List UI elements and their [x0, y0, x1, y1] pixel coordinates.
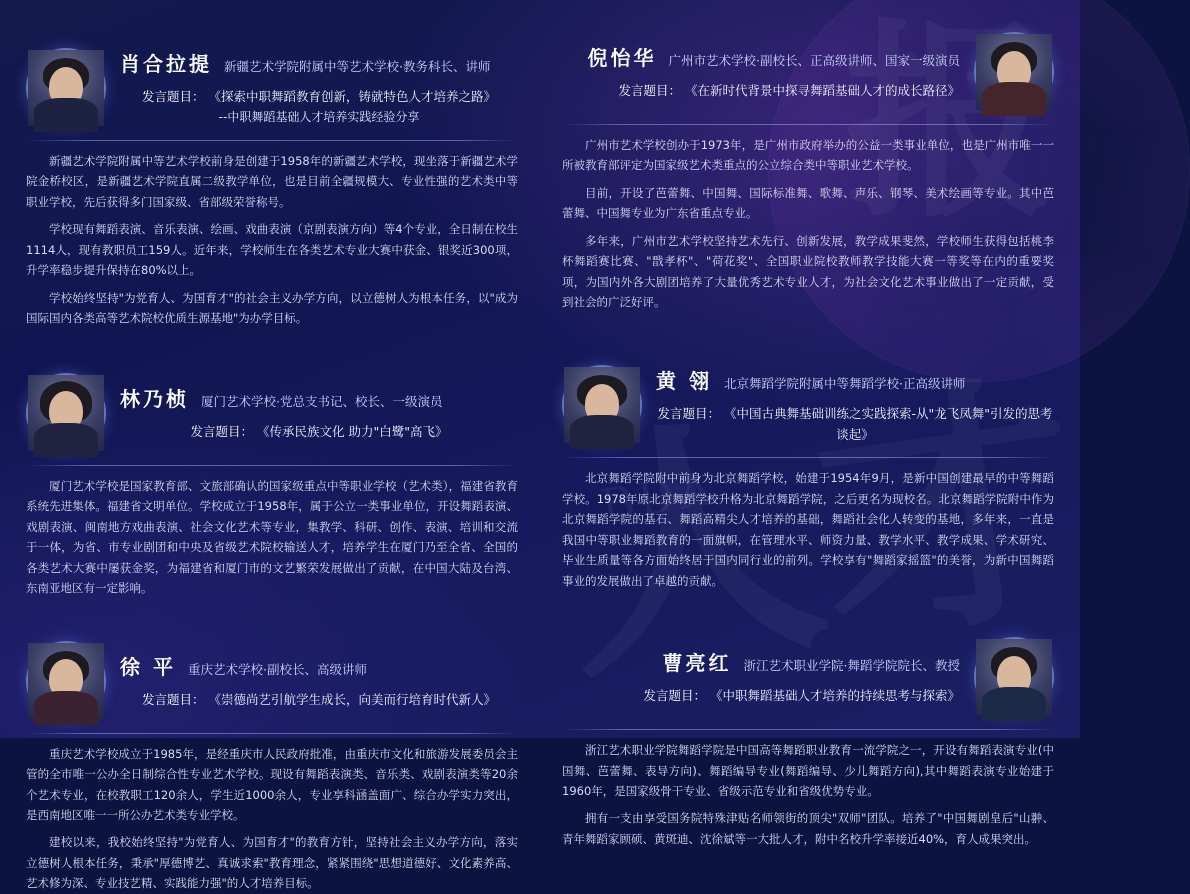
topic-label: 发言题目： [141, 691, 205, 707]
speaker-topic [656, 403, 1054, 446]
speaker-title: 北京舞蹈学院附属中等舞蹈学校·正高级讲师 [723, 375, 966, 391]
speaker-identity [120, 651, 518, 710]
speaker-name-line [562, 42, 960, 71]
topic-label: 发言题目： [141, 89, 205, 105]
speaker-name: 林乃桢 [120, 387, 189, 412]
speaker-bio [26, 744, 518, 894]
speaker-card-cao-lianghong [562, 637, 1054, 849]
speaker-topic [562, 685, 960, 706]
speaker-bio [26, 151, 518, 329]
divider [26, 465, 518, 466]
speaker-name: 曹亮红 [662, 651, 732, 676]
speaker-bio [26, 476, 518, 599]
bio-paragraph: 建校以来，我校始终坚持"为党育人、为国育才"的教育方针，坚持社会主义办学方向，落实立德树人根本任务，秉承"厚德博艺、真诚求索"教育理念，紧紧围绕"思想道德好、文化素养高、艺术修为深、专业技艺精、实践能力强"的人才培养目标。 [26, 835, 518, 891]
speaker-topic [120, 689, 518, 710]
speaker-topic [562, 80, 960, 101]
speaker-bio [562, 740, 1054, 849]
speaker-title: 重庆艺术学校·副校长、高级讲师 [187, 661, 367, 677]
bio-paragraph: 厦门艺术学校是国家教育部、文旅部确认的国家级重点中等职业学校（艺术类），福建省教育系统先进集体。福建省文明单位。学校成立于1958年，属于公立一类事业单位，开设舞蹈表演、戏剧表演、闽南地方戏曲表演、社会文化艺术等专业，集教学、科研、创作、表演、培训和交流于一体，为省、市专业剧团和中央及省级艺术院校输送人才，培养学生在厦门乃至全省、全国的各类艺术大赛中屡获金奖，为福建省和厦门市的文艺繁荣发展做出了贡献，在中国大陆及台湾、东南亚地区有一定影响。 [26, 478, 518, 596]
topic-label: 发言题目： [618, 83, 681, 99]
avatar [974, 637, 1054, 717]
topic-label: 发言题目： [190, 424, 254, 440]
bio-paragraph: 新疆艺术学院附属中等艺术学校前身是创建于1958年的新疆艺术学校，现坐落于新疆艺术学院金桥校区，是新疆艺术学院直属二级教学单位，也是目前全疆规模大、专业性强的艺术类中等职业学校，先后获得多门国家级、省部级荣誉称号。 [26, 154, 518, 209]
speaker-card-xu-ping [26, 641, 518, 894]
speaker-header [562, 32, 1054, 112]
avatar [26, 373, 106, 453]
speaker-card-ni-yihua [562, 32, 1054, 313]
speaker-name-line [120, 48, 518, 77]
bio-paragraph: 学校始终坚持"为党育人、为国育才"的社会主义办学方向，以立德树人为根本任务，以"成为国际国内各类高等艺术院校优质生源基地"为办学目标。 [26, 290, 518, 326]
speaker-topic [120, 86, 518, 128]
speaker-bio [562, 468, 1054, 591]
speaker-name-line [656, 365, 1054, 394]
left-column [26, 30, 540, 891]
speaker-name-line [120, 651, 518, 680]
bio-paragraph: 多年来，广州市艺术学校坚持艺术先行、创新发展，教学成果斐然，学校师生获得包括桃李杯舞蹈赛比赛、"戬孝杯"、"荷花奖"、全国职业院校教师教学技能大赛一等奖等在内的重要奖项，为国内外各大剧团培养了大量优秀艺术专业人才，为社会文化艺术事业做出了一定贡献，受到社会的广泛好评。 [562, 233, 1054, 310]
bio-paragraph: 重庆艺术学校成立于1985年，是经重庆市人民政府批准，由重庆市文化和旅游发展委员会主管的全市唯一公办全日制综合性专业艺术学校。现设有舞蹈表演类、音乐类、戏剧表演类等20余个艺术专业，在校教职工120余人，学生近1000余人，专业享科涵盖面广、综合办学实力突出，是西南地区唯一一所公办艺术类专业学校。 [26, 746, 518, 822]
speaker-header [562, 637, 1054, 717]
avatar [562, 365, 642, 445]
speaker-header [26, 48, 518, 128]
bio-paragraph: 广州市艺术学校创办于1973年，是广州市政府举办的公益一类事业单位，也是广州市唯一一所被教育部评定为国家级艺术类重点的公立综合类中等职业艺术学校。 [562, 138, 1054, 173]
speaker-identity [120, 48, 518, 128]
speaker-header [26, 373, 518, 453]
speaker-title: 广州市艺术学校·副校长、正高级讲师、国家一级演员 [668, 53, 960, 69]
divider [562, 729, 1054, 730]
topic-label: 发言题目： [657, 405, 720, 421]
bio-paragraph: 浙江艺术职业学院舞蹈学院是中国高等舞蹈职业教育一流学院之一，开设有舞蹈表演专业(中国舞、芭蕾舞、表导方向)、舞蹈编导专业(舞蹈编导、少儿舞蹈方向),其中舞蹈表演专业始建于1960年，是国家级骨干专业、省级示范专业和省级优势专业。 [562, 743, 1054, 798]
topic-label: 发言题目： [643, 688, 706, 704]
speaker-header [26, 641, 518, 721]
divider [26, 733, 518, 734]
speaker-name: 倪怡华 [587, 46, 657, 71]
speaker-title: 浙江艺术职业学院·舞蹈学院院长、教授 [743, 658, 960, 674]
divider [26, 140, 518, 141]
speaker-identity [562, 42, 960, 101]
right-column [540, 30, 1054, 846]
topic-text: 《中职舞蹈基础人才培养的持续思考与探索》 [709, 688, 960, 704]
speaker-card-huang-ling [562, 365, 1054, 591]
speaker-name: 肖合拉提 [120, 52, 212, 77]
bio-paragraph: 北京舞蹈学院附中前身为北京舞蹈学校，始建于1954年9月，是新中国创建最早的中等舞蹈学校。1978年原北京舞蹈学校升格为北京舞蹈学院，之后更名为现校名。北京舞蹈学院附中作为北京舞蹈学院的基石、舞蹈高精尖人才培养的基础，舞蹈社会化人转变的基地，多年来，一直是我国中等职业舞蹈教育的一面旗帜，在管理水平、师资力量、教学水平、教学成果、学术研究、毕业生质量等各方面始终居于国内同行业的前列。学校享有"舞蹈家摇篮"的美誉，为新中国舞蹈事业的发展做出了卓越的贡献。 [562, 471, 1054, 588]
speaker-header [562, 365, 1054, 446]
bio-paragraph: 学校现有舞蹈表演、音乐表演、绘画、戏曲表演（京剧表演方向）等4个专业，全日制在校生1114人，现有教职员工159人。近年来，学校师生在各类艺术专业大赛中获金、银奖近300项，升学率稳步提升保持在80%以上。 [26, 222, 518, 278]
speaker-card-lin-naizhen [26, 373, 518, 599]
watermark-bda: BDA [596, 460, 720, 534]
topic-text: 《中国古典舞基础训练之实践探索-从"龙飞凤舞"引发的思考谈起》 [723, 405, 1053, 442]
speaker-bio [562, 135, 1054, 313]
topic-subtitle: --中职舞蹈基础人才培养实践经验分享 [218, 110, 420, 125]
speaker-name-line [120, 383, 518, 412]
speaker-title: 厦门艺术学校·党总支书记、校长、一级演员 [201, 394, 443, 410]
bio-paragraph: 目前，开设了芭蕾舞、中国舞、国际标准舞、歌舞、声乐、钢琴、美术绘画等专业。其中芭蕾舞、中国舞专业为广东省重点专业。 [562, 185, 1054, 221]
speaker-name-line [562, 647, 960, 676]
speaker-topic [120, 421, 518, 442]
speaker-title: 新疆艺术学院附属中等艺术学校·教务科长、讲师 [224, 59, 491, 75]
topic-text: 《在新时代背景中探寻舞蹈基础人才的成长路径》 [684, 83, 960, 99]
avatar [974, 32, 1054, 112]
topic-text: 《崇德尚艺引航学生成长，向美而行培育时代新人》 [208, 691, 496, 707]
speaker-name: 黄 翎 [656, 368, 712, 393]
bio-paragraph: 拥有一支由享受国务院特殊津贴名师领街的顶尖"双师"团队。培养了"中国舞剧皇后"山翀、青年舞蹈家顾硕、黄斑迪、沈徐斌等一大批人才，附中名校升学率接近40%，育人成果突出。 [562, 811, 1054, 846]
speaker-identity [562, 647, 960, 706]
speaker-identity [656, 365, 1054, 446]
speaker-card-xiao-helati [26, 48, 518, 329]
avatar [26, 48, 106, 128]
topic-text: 《探索中职舞蹈教育创新，铸就特色人才培养之路》 [208, 89, 496, 105]
topic-text: 《传承民族文化 助力"白鹭"高飞》 [257, 424, 448, 440]
speaker-name: 徐 平 [120, 654, 176, 679]
divider [562, 457, 1054, 458]
divider [562, 124, 1054, 125]
avatar [26, 641, 106, 721]
speaker-identity [120, 383, 518, 442]
